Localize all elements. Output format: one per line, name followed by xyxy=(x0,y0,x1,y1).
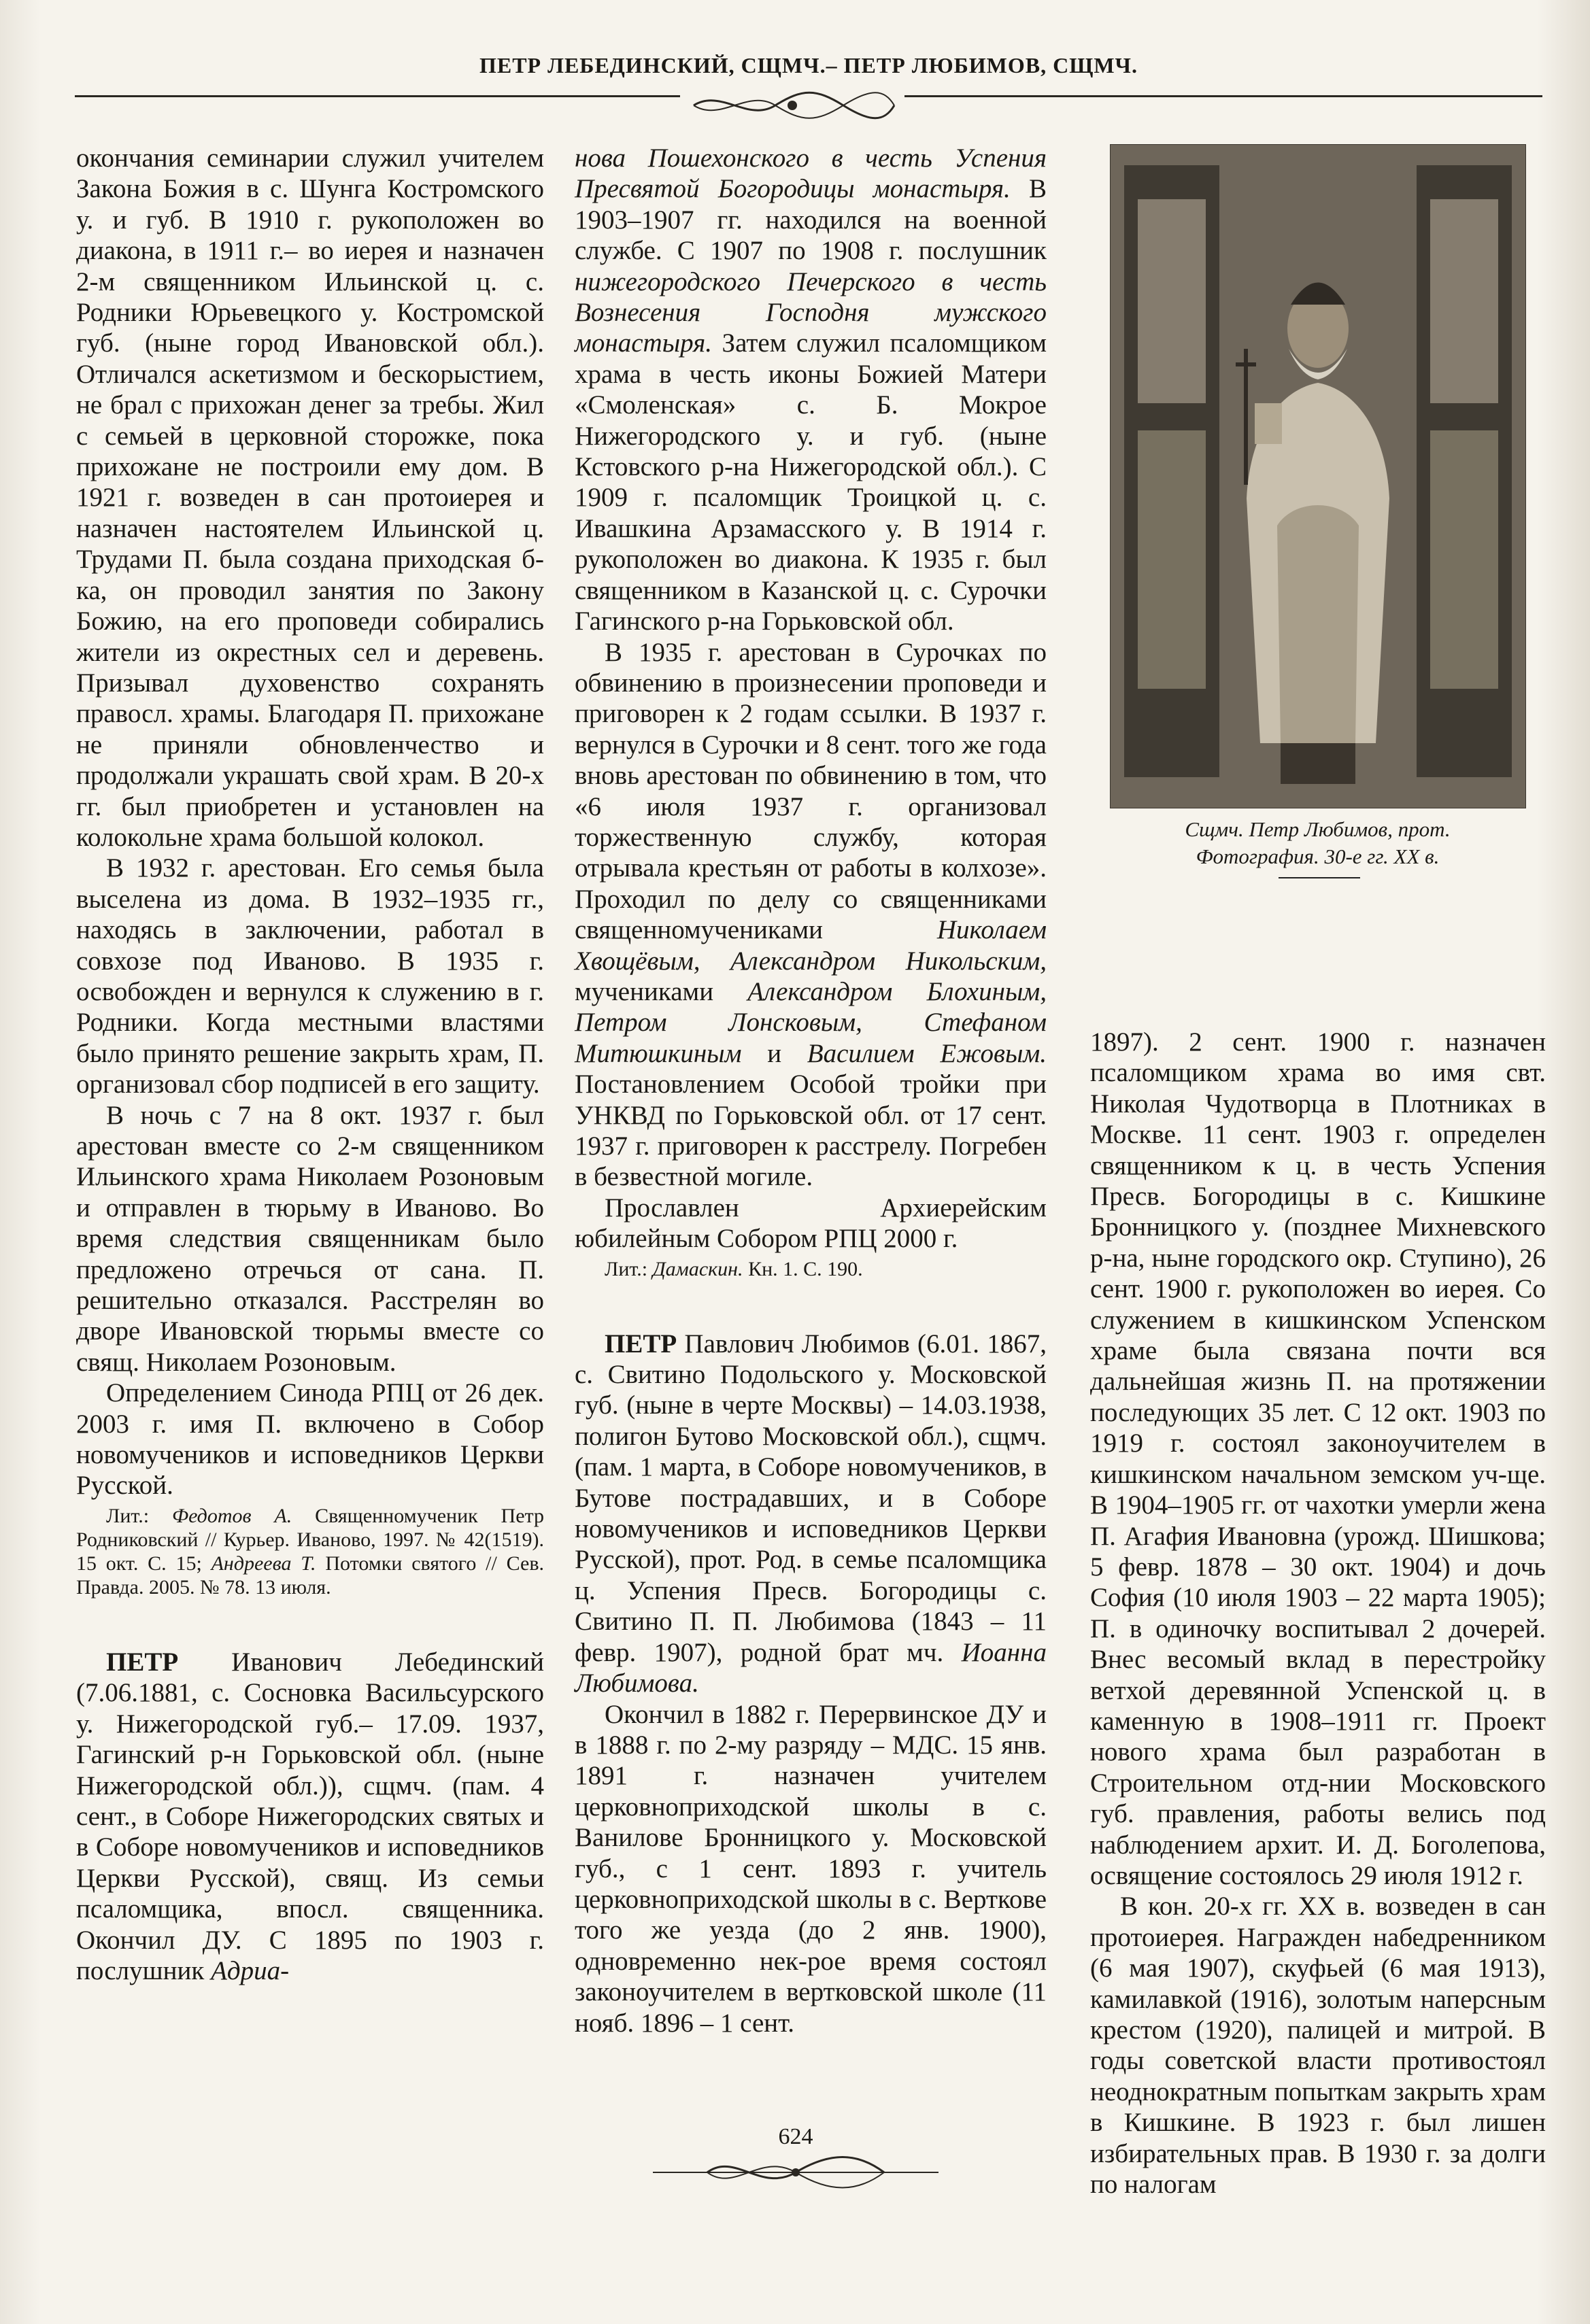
monastery-name: нижегородского Печерского в честь Вознесения Господня мужского монастыря. xyxy=(575,267,1047,358)
paragraph: Прославлен Архиерейским юбилейным Собором РПЦ 2000 г. xyxy=(575,1193,1047,1254)
lit-text: Кн. 1. С. 190. xyxy=(748,1257,863,1280)
article-lyubimov xyxy=(575,1329,1047,1699)
lit-author: Федотов А. xyxy=(171,1504,292,1527)
lit-author: Андреева Т. xyxy=(211,1552,316,1575)
paragraph: Определением Синода РПЦ от 26 дек. 2003 г. имя П. включено в Собор новомучеников и исповедников Церкви Русской. xyxy=(76,1378,544,1501)
text: В 1935 г. арестован в Сурочках по обвинению в произнесении проповеди и приговорен к 2 годам ссылки. В 1937 г. вернулся в Сурочки и 8 сент. того же года вновь арестован по обвинению в том, что «6 июля 1937 г. организовал торжественную службу, которая отрывала крестьян от работы в колхозе». Проходил по делу со священниками священномучениками xyxy=(575,637,1047,945)
caption-line: Сщмч. Петр Любимов, прот. xyxy=(1185,817,1451,841)
literature-note xyxy=(575,1257,1047,1281)
paragraph: В кон. 20-х гг. XX в. возведен в сан протоиерея. Награжден набедренником (6 мая 1907), скуфьей (6 мая 1913), камилавкой (1916), золотым наперсным крестом (1920), палицей и митрой. В годы советской власти противостоял неоднократным попыткам закрыть храм в Кишкине. В 1923 г. был лишен избирательных прав. В 1930 г. за долги по налогам xyxy=(1090,1892,1546,2200)
lit-label: Лит.: xyxy=(605,1257,648,1280)
paragraph: В 1932 г. арестован. Его семья была выселена из дома. В 1932–1935 гг., находясь в заключении, работал в совхозе под Иваново. В 1935 г. освобожден и вернулся к служению в г. Родники. Когда местными властями было принято решение закрыть храм, П. организовал сбор подписей в его защиту. xyxy=(76,853,544,1099)
caption-line: Фотография. 30-е гг. XX в. xyxy=(1196,844,1440,868)
paragraph xyxy=(575,143,1047,637)
photo-caption xyxy=(1102,816,1534,870)
article-lebedinsky xyxy=(76,1647,544,1986)
lit-author: Дамаскин. xyxy=(652,1257,743,1280)
text: мучениками xyxy=(575,976,714,1006)
lit-label: Лит.: xyxy=(106,1504,150,1527)
portrait-photo xyxy=(1110,144,1526,808)
martyr-names: Николаем Хвощёвым, Александром Никольским, xyxy=(575,915,1047,976)
text: Затем служил псаломщиком храма в честь иконы Божией Матери «Смоленская» с. Б. Мокрое Нижегородского у. и губ. (ныне Кстовского р-на Нижегородской обл.). С 1909 г. псаломщик Троицкой ц. с. Ивашкина Арзамасского у. В 1914 г. рукоположен во диакона. К 1935 г. был священником в Казанской ц. с. Сурочки Гагинского р-на Горьковской обл. xyxy=(575,328,1047,636)
article-text: Иванович Лебединский (7.06.1881, с. Сосновка Васильсурского у. Нижегородской губ.– 17.09. 1937, Гагинский р-н Горьковской обл. (ныне Нижегородской обл.)), сщмч. (пам. 4 сент., в Соборе Нижегородских святых и в Соборе новомучеников и исповедников Церкви Русской), свящ. Из семьи псаломщика, впосл. священника. Окончил ДУ. С 1895 по 1903 г. послушник xyxy=(76,1647,544,1985)
literature-note xyxy=(76,1504,544,1599)
headword: ПЕТР xyxy=(605,1329,677,1358)
text: Постановлением Особой тройки при УНКВД по Горьковской обл. от 17 сент. 1937 г. приговорен к расстрелу. Погребен в безвестной могиле. xyxy=(575,1070,1047,1192)
article-italic: Иоанна Любимова. xyxy=(575,1637,1047,1698)
paragraph: окончания семинарии служил учителем Закона Божия в с. Шунга Костромского у. и губ. В 1910 г. рукоположен во диакона, в 1911 г.– во иерея и назначен 2-м священником Ильинской ц. с. Родники Юрьевецкого у. Костромской губ. (ныне город Ивановской обл.). Отличался аскетизмом и бескорыстием, не брал с прихожан денег за требы. Жил с семьей в церковной сторожке, пока прихожане не построили ему дом. В 1921 г. возведен в сан протоиерея и назначен настоятелем Ильинской ц. Трудами П. была создана приходская б-ка, он проводил занятия по Закону Божию, на его проповеди собирались жители из окрестных сел и деревень. Призывал духовенство сохранять правосл. храмы. Благодаря П. прихожане не приняли обновленчество и продолжали украшать свой храм. В 20-х гг. был приобретен и установлен на колокольне храма большой колокол. xyxy=(76,143,544,852)
paragraph: В ночь с 7 на 8 окт. 1937 г. был арестован вместе со 2-м священником Ильинского храма Николаем Розоновым и отправлен в тюрьму в Иваново. Во время следствия священникам было предложено отречься от сана. П. решительно отказался. Расстрелян во дворе Ивановской тюрьмы вместе со свящ. Николаем Розоновым. xyxy=(76,1100,544,1377)
text: и xyxy=(767,1038,782,1068)
priest-portrait-icon xyxy=(1111,145,1525,808)
martyr-names: Василием Ежовым. xyxy=(807,1038,1047,1068)
page-number: 624 xyxy=(778,2124,813,2149)
article-italic: Адриа- xyxy=(211,1955,290,1985)
text: В 1903–1907 гг. находился на военной службе. С 1907 по 1908 г. послушник xyxy=(575,174,1047,266)
paragraph: Окончил в 1882 г. Перервинское ДУ и в 1888 г. по 2-му разряду – МДС. 15 янв. 1891 г. назначен учителем церковноприходской школы в с. Ванилове Бронницкого у. Московской губ., с 1 сент. 1893 г. учитель церковноприходской школы в с. Верткове того же уезда (до 2 янв. 1900), одновременно нек-рое время состоял законоучителем в вертковской школе (11 нояб. 1896 – 1 сент. xyxy=(575,1699,1047,2038)
headword: ПЕТР xyxy=(106,1647,179,1677)
column-2 xyxy=(575,143,1047,2038)
article-text: Павлович Любимов (6.01. 1867, с. Свитино Подольского у. Московской губ. (ныне в черте Москвы) – 14.03.1938, полигон Бутово Московской обл.), сщмч. (пам. 1 марта, в Соборе новомучеников, в Бутове пострадавших, и в Соборе новомучеников и исповедников Церкви Русской), прот. Род. в семье псаломщика ц. Успения Пресв. Богородицы с. Свитино П. П. Любимова (1843 – 11 февр. 1907), родной брат мч. xyxy=(575,1329,1047,1667)
header-ornament-icon xyxy=(680,85,904,126)
martyr-names: Александром Блохиным, Петром Лонсковым, Стефаном Митюшкиным xyxy=(575,976,1047,1068)
caption-rule xyxy=(1279,877,1360,878)
lit-text: Потомки святого // Сев. Правда. 2005. № 78. 13 июля. xyxy=(76,1552,544,1599)
lit-text: Священномученик Петр Родниковский // Курьер. Иваново, 1997. № 42(1519). 15 окт. С. 15; xyxy=(76,1504,545,1575)
running-head: ПЕТР ЛЕБЕДИНСКИЙ, СЩМЧ.– ПЕТР ЛЮБИМОВ, СЩМЧ. xyxy=(479,53,1138,78)
paragraph: 1897). 2 сент. 1900 г. назначен псаломщиком храма во имя свт. Николая Чудотворца в Плотниках в Москве. 11 сент. 1903 г. определен священником к ц. в честь Успения Пресв. Богородицы в с. Кишкине Бронницкого у. (позднее Михневского р-на, ныне городского окр. Ступино), 26 сент. 1900 г. рукоположен во иерея. Со служением в кишкинском Успенском храме была связана почти вся дальнейшая жизнь П. на протяжении последующих 35 лет. С 12 окт. 1903 по 1919 г. состоял законоучителем в кишкинском начальном земском уч-ще. В 1904–1905 гг. от чахотки умерли жена П. Агафия Ивановна (урожд. Шишкова; 5 февр. 1878 – 30 окт. 1904) и дочь София (10 июля 1903 – 22 марта 1905); П. в одиночку воспитывал 2 дочерей. Внес весомый вклад в перестройку ветхой деревянной Успенской ц. в каменную в 1908–1911 гг. Проект нового храма был разработан в Строительном отд-нии Московского губ. правления, работы велись под наблюдением архит. И. Д. Боголепова, освящение состоялось 29 июля 1912 г. xyxy=(1090,1027,1546,1890)
column-3-text xyxy=(1090,1027,1546,2200)
paragraph xyxy=(575,637,1047,1193)
footer-ornament-icon xyxy=(646,2142,945,2196)
monastery-name: нова Пошехонского в честь Успения Пресвятой Богородицы монастыря. xyxy=(575,143,1047,204)
column-1 xyxy=(76,143,544,1986)
